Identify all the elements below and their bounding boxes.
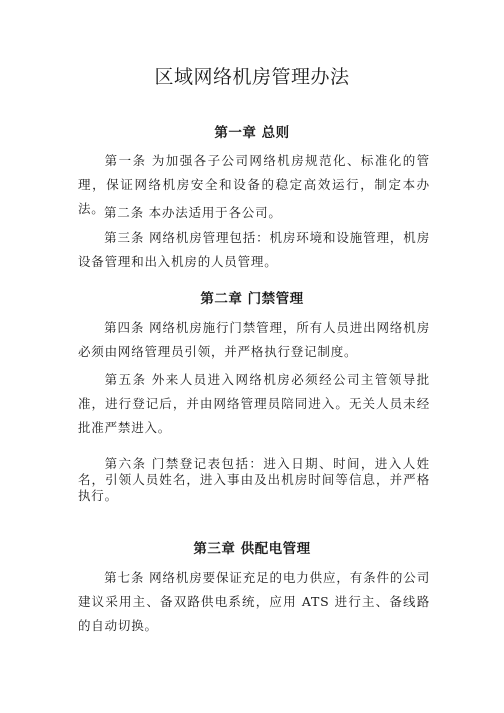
document-title: 区域网络机房管理办法	[154, 66, 350, 88]
article-1-text: 第一条 为加强各子公司网络机房规范化、标准化的管理，保证网络机房安全和设备的稳定高效运行，制定本办法。	[78, 153, 430, 216]
article-7	[78, 566, 430, 638]
article-7-text: 第七条 网络机房要保证充足的电力供应，有条件的公司建议采用主、备双路供电系统，应用 ATS 进行主、备线路的自动切换。	[78, 570, 430, 633]
chapter-3-heading: 第三章 供配电管理	[193, 541, 311, 557]
article-5-text: 第五条 外来人员进入网络机房必须经公司主管领导批准，进行登记后，并由网络管理员陪同进入。无关人员未经批准严禁进入。	[78, 372, 430, 435]
article-6	[78, 456, 430, 504]
article-2	[78, 201, 430, 225]
article-6-text: 第六条 门禁登记表包括：进入日期、时间，进入人姓名，引领人员姓名，进入事由及出机房时间等信息，并严格执行。	[78, 456, 430, 503]
chapter-2-heading: 第二章 门禁管理	[200, 291, 304, 307]
article-4-text: 第四条 网络机房施行门禁管理，所有人员进出网络机房必须由网络管理员引领，并严格执行登记制度。	[78, 320, 430, 359]
article-3-text: 第三条 网络机房管理包括：机房环境和设施管理，机房设备管理和出入机房的人员管理。	[78, 230, 430, 269]
article-5	[78, 368, 430, 440]
chapter-1-heading: 第一章 总则	[214, 125, 290, 141]
article-3	[78, 226, 430, 274]
article-2-text: 第二条 本办法适用于各公司。	[104, 205, 282, 220]
article-4	[78, 316, 430, 364]
